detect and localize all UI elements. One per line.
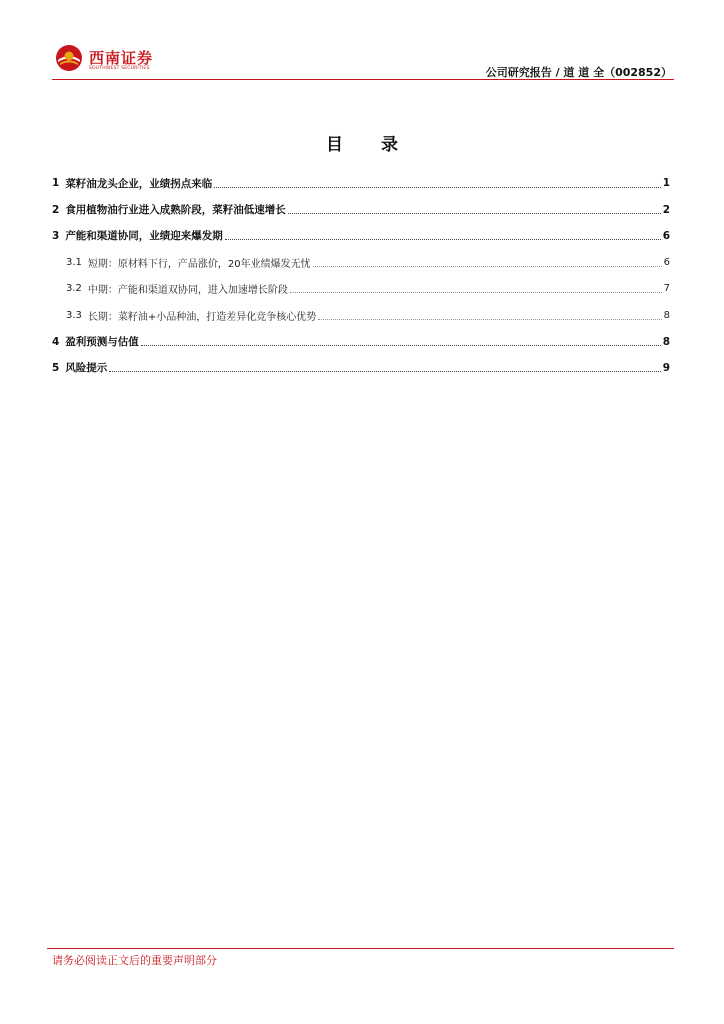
toc-entry[interactable] <box>52 170 670 196</box>
toc-entry-text: 中期：产能和渠道双协同，进入加速增长阶段 <box>87 285 288 297</box>
table-of-contents <box>52 170 670 381</box>
toc-entry-page: 7 <box>663 283 670 295</box>
toc-entry-page: 9 <box>662 361 670 374</box>
toc-entry-page: 1 <box>662 177 670 190</box>
toc-title: 目 录 <box>326 135 414 155</box>
toc-entry-page: 8 <box>663 309 670 321</box>
logo-text-cn: 西南证券 <box>89 49 154 67</box>
toc-dot-leader <box>288 213 661 214</box>
toc-entry-text: 风险提示 <box>65 362 108 375</box>
toc-entry-page: 2 <box>662 203 670 216</box>
toc-dot-leader <box>313 266 662 267</box>
toc-dot-leader <box>290 292 662 293</box>
toc-entry-number: 5 <box>52 361 60 374</box>
toc-entry-text: 食用植物油行业进入成熟阶段，菜籽油低速增长 <box>65 204 286 217</box>
toc-entry-page: 6 <box>662 229 670 242</box>
footer-divider <box>47 948 674 949</box>
toc-subentry[interactable] <box>52 249 670 275</box>
toc-entry-text: 盈利预测与估值 <box>65 336 139 349</box>
toc-entry-number: 3.3 <box>66 309 82 321</box>
toc-entry-page: 8 <box>662 335 670 348</box>
toc-entry[interactable] <box>52 196 670 222</box>
footer-notice: 请务必阅读正文后的重要声明部分 <box>52 954 217 967</box>
toc-entry-number: 4 <box>52 335 60 348</box>
toc-dot-leader <box>109 371 660 372</box>
toc-entry-number: 3.2 <box>66 283 82 295</box>
toc-entry-text: 产能和渠道协同，业绩迎来爆发期 <box>65 230 223 243</box>
toc-entry-page: 6 <box>663 256 670 268</box>
toc-subentry[interactable] <box>52 276 670 302</box>
toc-entry[interactable] <box>52 355 670 381</box>
report-label: 公司研究报告 / 道 道 全（002852） <box>485 66 672 79</box>
toc-entry-text: 菜籽油龙头企业，业绩拐点来临 <box>65 177 213 190</box>
southwest-securities-sun-logo-icon <box>55 44 83 72</box>
toc-entry-number: 2 <box>52 203 60 216</box>
toc-entry[interactable] <box>52 328 670 354</box>
toc-dot-leader <box>225 239 661 240</box>
toc-entry-number: 3.1 <box>66 256 82 268</box>
toc-entry-text: 长期：菜籽油+小品种油，打造差异化竞争核心优势 <box>87 311 317 323</box>
toc-entry[interactable] <box>52 223 670 249</box>
toc-dot-leader <box>318 319 661 320</box>
page-header <box>52 40 674 80</box>
toc-subentry[interactable] <box>52 302 670 328</box>
toc-entry-number: 3 <box>52 229 60 242</box>
toc-dot-leader <box>141 345 661 346</box>
toc-entry-number: 1 <box>52 177 60 190</box>
company-logo <box>55 44 175 76</box>
logo-text-en: SOUTHWEST SECURITIES <box>89 66 150 71</box>
toc-entry-text: 短期：原材料下行，产品涨价，20年业绩爆发无忧 <box>87 258 311 270</box>
header-divider <box>52 79 674 80</box>
toc-dot-leader <box>214 187 660 188</box>
